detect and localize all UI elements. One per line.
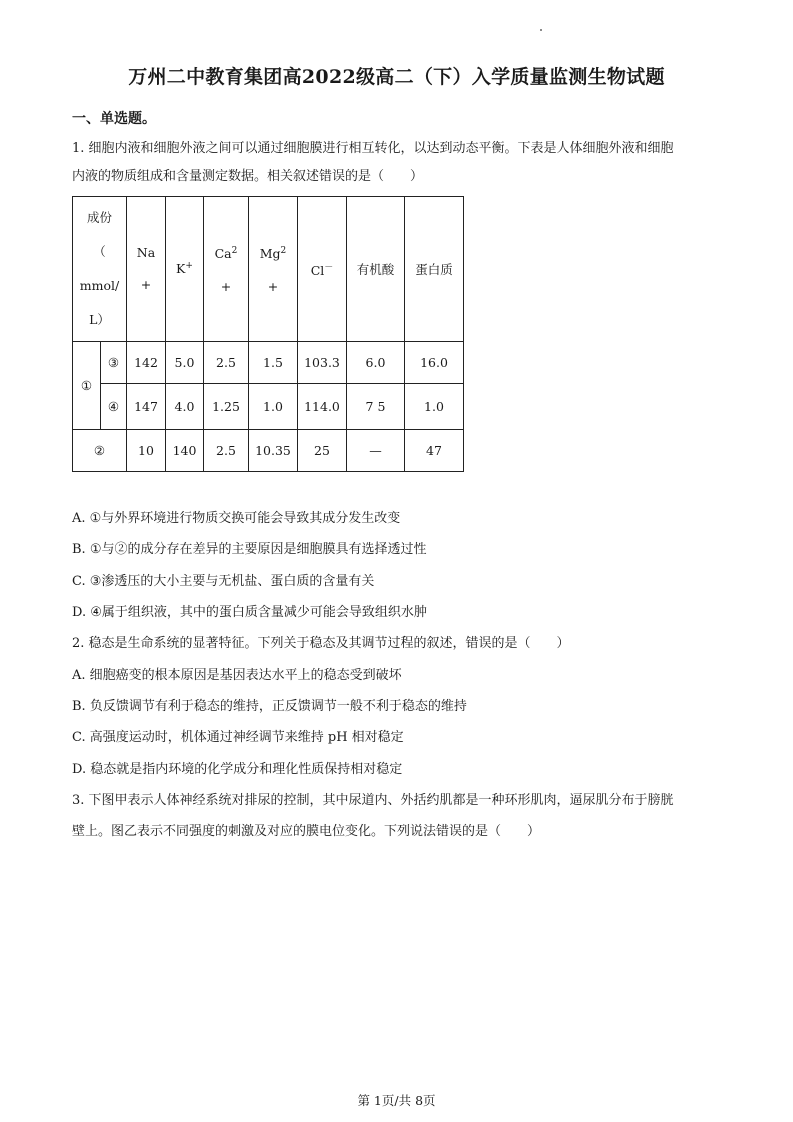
col-sub: + bbox=[140, 277, 152, 292]
q1-stem-line1: 1. 细胞内液和细胞外液之间可以通过细胞膜进行相互转化，以达到动态平衡。下表是人体细胞外液和细胞 bbox=[72, 141, 674, 156]
table-cell: 6.0 bbox=[347, 342, 405, 384]
table-cell: 7 5 bbox=[347, 384, 405, 430]
table-cell: 25 bbox=[298, 430, 347, 472]
group-label-1: ① bbox=[73, 342, 101, 430]
table-cell: 114.0 bbox=[298, 384, 347, 430]
table-header-component bbox=[73, 197, 127, 342]
col-header-ca bbox=[204, 197, 249, 342]
col-sup: + bbox=[185, 261, 193, 272]
table-cell: 1.0 bbox=[249, 384, 298, 430]
table-cell: 2.5 bbox=[204, 342, 249, 384]
row-label-4: ④ bbox=[101, 384, 127, 430]
q1-option-d: D. ④属于组织液，其中的蛋白质含量减少可能会导致组织水肿 bbox=[72, 605, 427, 620]
table-cell: 16.0 bbox=[405, 342, 464, 384]
col-main: Na bbox=[136, 245, 156, 260]
col-header-k bbox=[166, 197, 204, 342]
col-header-cl bbox=[298, 197, 347, 342]
col-sup: 2 bbox=[231, 246, 238, 257]
q1-stem-line2: 内液的物质组成和含量测定数据。相关叙述错误的是（ ） bbox=[72, 169, 424, 184]
q1-option-b: B. ①与②的成分存在差异的主要原因是细胞膜具有选择透过性 bbox=[72, 542, 427, 557]
col-header-protein: 蛋白质 bbox=[405, 197, 464, 342]
header-line: mmol/ bbox=[79, 278, 120, 293]
col-main: Cl bbox=[310, 263, 325, 279]
col-main: Mg bbox=[259, 246, 281, 262]
table-cell: 10 bbox=[127, 430, 166, 472]
section-heading: 一、单选题。 bbox=[72, 111, 156, 127]
table-cell: 1.5 bbox=[249, 342, 298, 384]
header-line: （ bbox=[93, 244, 106, 259]
col-header-mg bbox=[249, 197, 298, 342]
table-cell: — bbox=[347, 430, 405, 472]
col-header-na bbox=[127, 197, 166, 342]
q3-stem-line2: 壁上。图乙表示不同强度的刺激及对应的膜电位变化。下列说法错误的是（ ） bbox=[72, 824, 541, 839]
table-cell: 1.0 bbox=[405, 384, 464, 430]
col-sub: + bbox=[220, 278, 232, 294]
q2-stem: 2. 稳态是生命系统的显著特征。下列关于稳态及其调节过程的叙述，错误的是（ ） bbox=[72, 636, 570, 651]
exam-title: 万州二中教育集团高2022级高二（下）入学质量监测生物试题 bbox=[128, 66, 665, 88]
q2-option-c: C. 高强度运动时，机体通过神经调节来维持 pH 相对稳定 bbox=[72, 730, 404, 745]
table-cell: 5.0 bbox=[166, 342, 204, 384]
q2-option-d: D. 稳态就是指内环境的化学成分和理化性质保持相对稳定 bbox=[72, 762, 403, 777]
col-main: Ca bbox=[214, 246, 232, 262]
header-line: 成份 bbox=[86, 210, 112, 225]
scan-dot bbox=[540, 29, 542, 31]
q2-option-b: B. 负反馈调节有利于稳态的维持，正反馈调节一般不利于稳态的维持 bbox=[72, 699, 467, 714]
q3-stem-line1: 3. 下图甲表示人体神经系统对排尿的控制，其中尿道内、外括约肌都是一种环形肌肉，逼尿肌分布于膀胱 bbox=[72, 793, 674, 808]
q1-option-a: A. ①与外界环境进行物质交换可能会导致其成分发生改变 bbox=[72, 511, 401, 526]
table-cell: 1.25 bbox=[204, 384, 249, 430]
table-cell: 142 bbox=[127, 342, 166, 384]
table-cell: 103.3 bbox=[298, 342, 347, 384]
table-cell: 2.5 bbox=[204, 430, 249, 472]
page-footer: 第 1页/共 8页 bbox=[357, 1093, 436, 1108]
row-label-2: ② bbox=[73, 430, 127, 472]
table-cell: 147 bbox=[127, 384, 166, 430]
col-sup: － bbox=[324, 262, 334, 273]
q2-option-a: A. 细胞癌变的根本原因是基因表达水平上的稳态受到破坏 bbox=[72, 668, 402, 683]
col-sub: + bbox=[267, 278, 279, 294]
q1-option-c: C. ③渗透压的大小主要与无机盐、蛋白质的含量有关 bbox=[72, 574, 375, 589]
col-sup: 2 bbox=[280, 246, 287, 257]
ion-composition-table bbox=[72, 196, 464, 472]
table-cell: 4.0 bbox=[166, 384, 204, 430]
table-cell: 140 bbox=[166, 430, 204, 472]
col-header-organic-acid: 有机酸 bbox=[347, 197, 405, 342]
table-cell: 10.35 bbox=[249, 430, 298, 472]
col-main: K bbox=[176, 261, 186, 277]
table-cell: 47 bbox=[405, 430, 464, 472]
row-label-3: ③ bbox=[101, 342, 127, 384]
header-line: L） bbox=[89, 312, 110, 327]
